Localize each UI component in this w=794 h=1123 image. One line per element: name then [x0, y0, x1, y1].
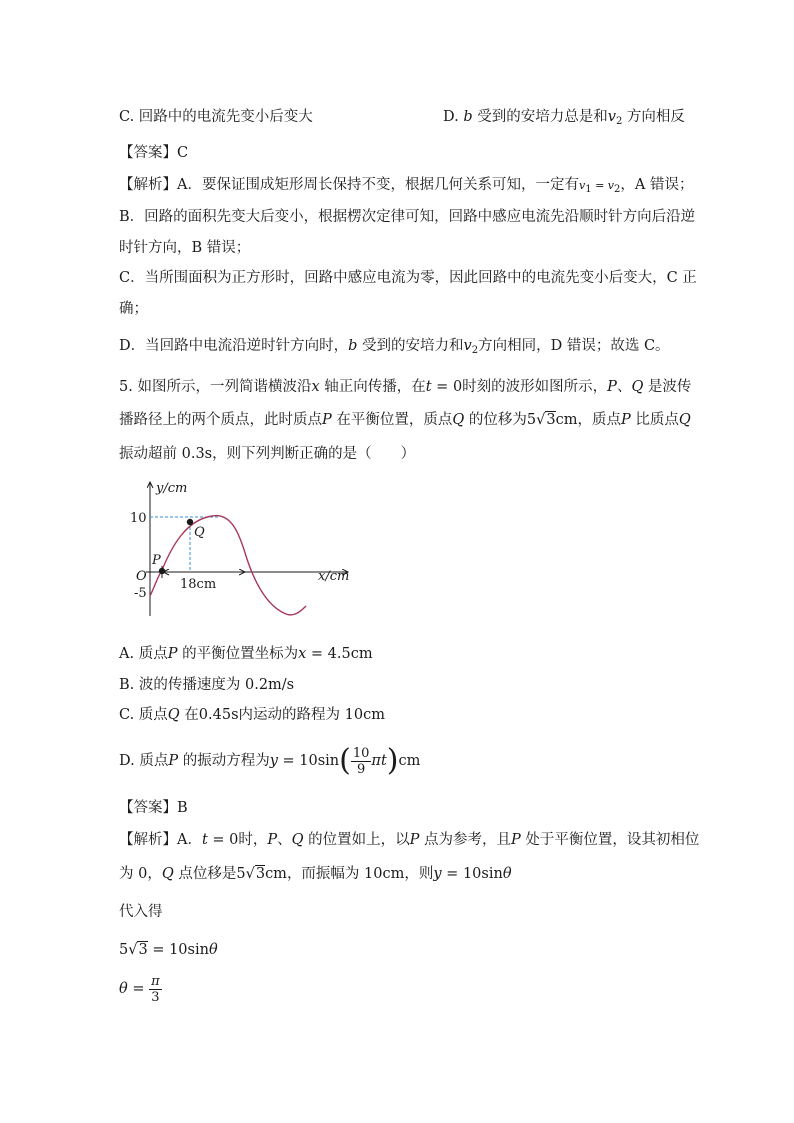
- option-d-prev: D. b 受到的安培力总是和$v_2$ 方向相反: [443, 109, 685, 127]
- q5-line2: 播路径上的两个质点，此时质点P 在平衡位置，质点Q 的位移为5√3cm，质点P 比质点Q: [119, 412, 691, 428]
- option-c-prev: C. 回路中的电流先变小后变大: [119, 109, 313, 125]
- q5-line1: 5. 如图所示，一列简谐横波沿x 轴正向传播，在t = 0时刻的波形如图所示，P、Q 是波传: [119, 379, 692, 395]
- analysis-prev-b2: 时针方向，B 错误；: [119, 240, 251, 256]
- option-d: D. 质点P 的振动方程为y = 10sin( $\frac{10}{9}$ πt)cm: [119, 743, 421, 778]
- x-axis-label: x/cm: [318, 569, 350, 584]
- option-b: B. 波的传播速度为 0.2m/s: [119, 677, 295, 693]
- origin-label: O: [136, 569, 147, 584]
- point-q: [187, 519, 193, 525]
- analysis-line1: 【解析】A．t = 0时，P、Q 的位置如上，以P 点为参考，且P 处于平衡位置，设其初相位: [119, 832, 700, 848]
- span-label: 18cm: [180, 577, 217, 592]
- analysis-prev-a: 【解析】A．要保证围成矩形周长保持不变，根据几何关系可知，一定有$v_1 = v_2$，A 错误；: [119, 177, 694, 195]
- option-a: A. 质点P 的平衡位置坐标为x = 4.5cm: [119, 646, 373, 662]
- answer-prev: 【答案】C: [119, 145, 189, 161]
- wave-figure: [128, 476, 358, 626]
- q5-line3: 振动超前 0.3s，则下列判断正确的是（ ）: [119, 446, 416, 462]
- analysis-line3: 代入得: [119, 904, 163, 920]
- analysis-prev-d: D．当回路中电流沿逆时针方向时，b 受到的安培力和$v_2$方向相同，D 错误；故选 C。: [119, 338, 670, 356]
- analysis-prev-b1: B．回路的面积先变大后变小，根据楞次定律可知，回路中感应电流先沿顺时针方向后沿逆: [119, 209, 696, 225]
- analysis-prev-c1: C．当所围面积为正方形时，回路中感应电流为零，因此回路中的电流先变小后变大，C 正: [119, 270, 697, 286]
- y-axis-label: y/cm: [156, 481, 188, 496]
- analysis-prev-c2: 确；: [119, 301, 148, 317]
- option-c: C. 质点Q 在0.45s内运动的路程为 10cm: [119, 707, 385, 723]
- equation-2: θ = $\frac{\pi}{3}$: [119, 973, 160, 1005]
- equation-1: 5√3 = 10sinθ: [119, 942, 218, 958]
- point-p-label: P: [152, 553, 161, 568]
- answer: 【答案】B: [119, 800, 188, 816]
- y-tick-minus5: -5: [134, 586, 147, 601]
- analysis-line2: 为 0，Q 点位移是5√3cm，而振幅为 10cm，则y = 10sinθ: [119, 866, 512, 882]
- y-tick-10: 10: [130, 511, 147, 526]
- wave-curve: [150, 516, 306, 615]
- point-q-label: Q: [194, 525, 205, 540]
